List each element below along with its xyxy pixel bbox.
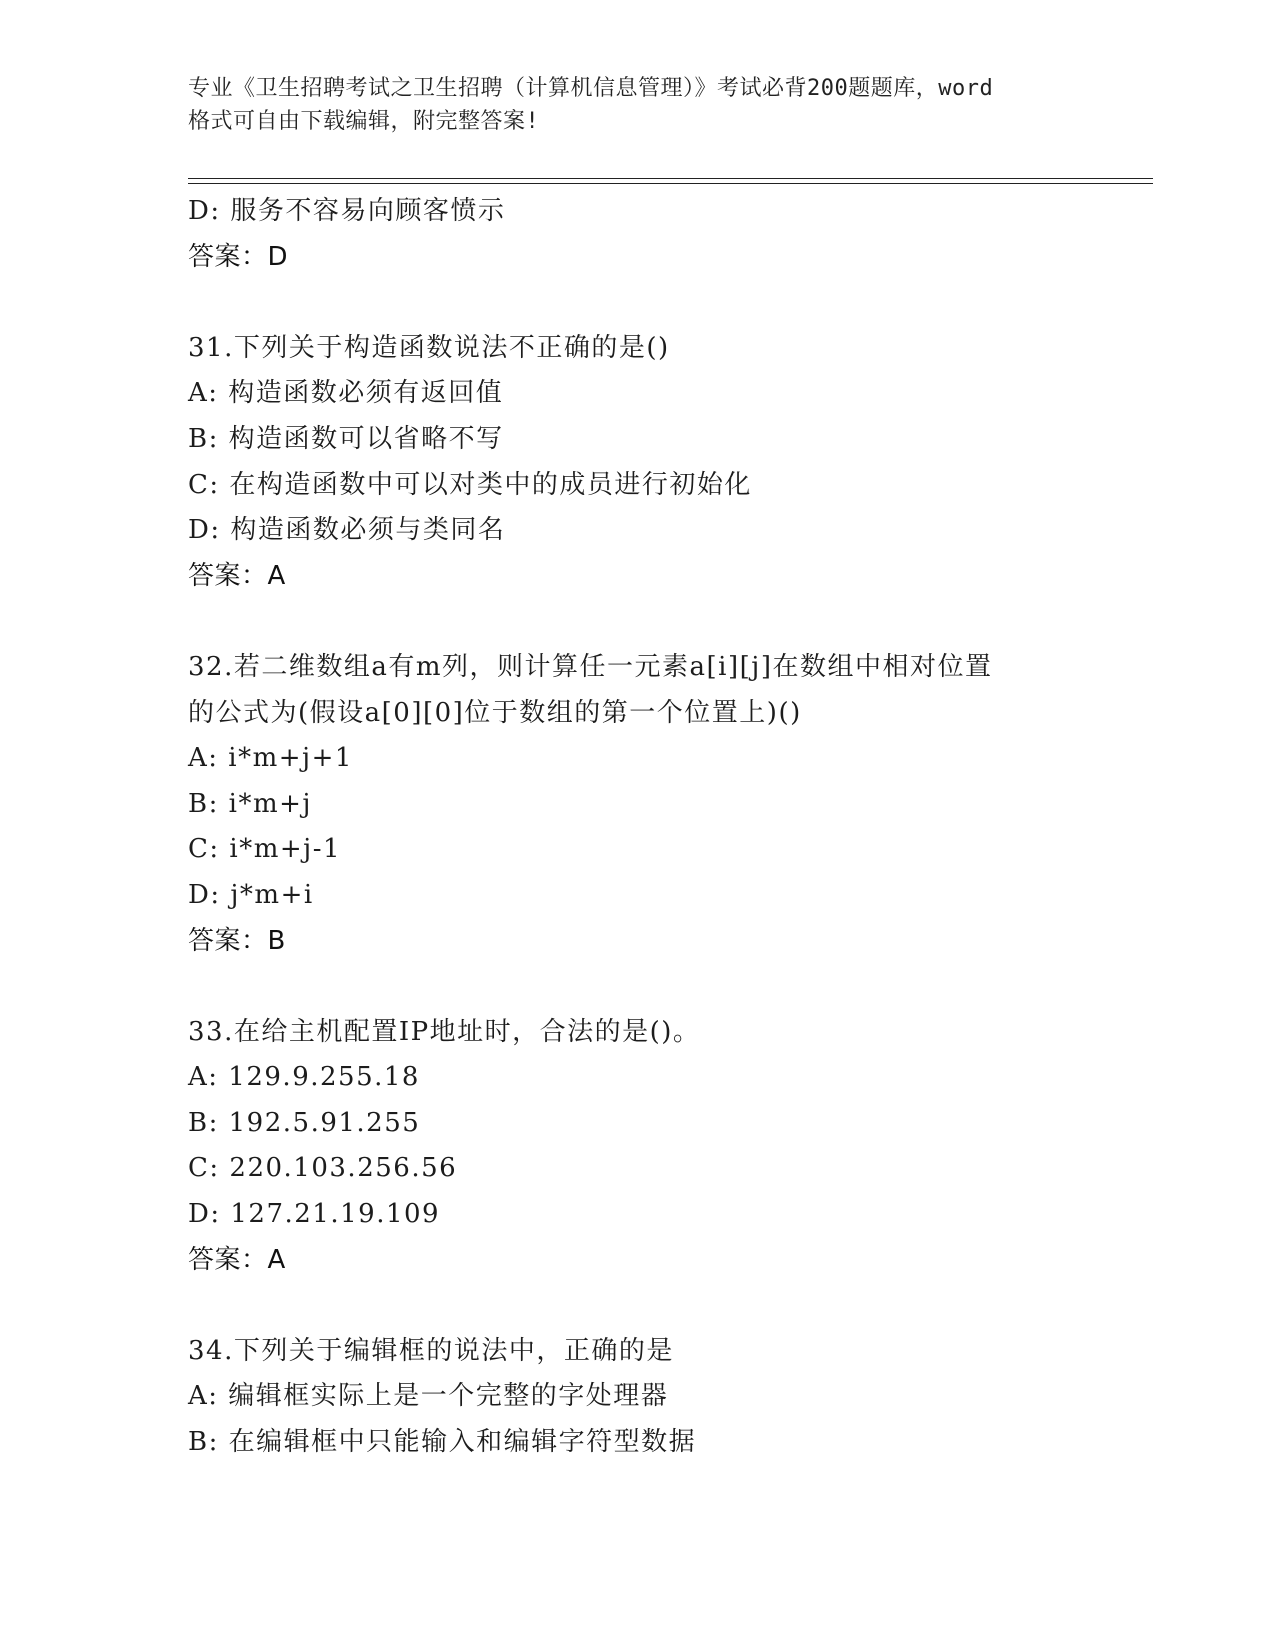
option-d: D: j*m+i (188, 879, 314, 910)
option-b: B: i*m+j (188, 788, 312, 819)
spacer (188, 964, 1148, 1010)
option-b: B: 192.5.91.255 (188, 1107, 421, 1138)
option-c: C: 220.103.256.56 (188, 1153, 458, 1184)
question-34 (188, 1329, 1148, 1466)
question-stem: 31.下列关于构造函数说法不正确的是() (188, 332, 670, 363)
option-a: A: 129.9.255.18 (188, 1062, 420, 1093)
question-33 (188, 1010, 1148, 1284)
option-a: A: 编辑框实际上是一个完整的字处理器 (188, 1381, 669, 1412)
prev-option-d: D: 服务不容易向顾客愤示 (188, 196, 506, 226)
header-line-1: 专业《卫生招聘考试之卫生招聘（计算机信息管理）》考试必背200题题库，word (188, 76, 994, 101)
question-stem: 32.若二维数组a有m列，则计算任一元素a[i][j]在数组中相对位置 (188, 651, 993, 682)
answer: 答案：A (188, 560, 286, 591)
header-divider-top (188, 178, 1153, 179)
option-b: B: 在编辑框中只能输入和编辑字符型数据 (188, 1427, 697, 1458)
question-31 (188, 326, 1148, 600)
option-b: B: 构造函数可以省略不写 (188, 423, 504, 454)
header-line-2: 格式可自由下载编辑，附完整答案! (188, 109, 540, 134)
question-32 (188, 645, 1148, 964)
question-list (188, 189, 1148, 1466)
option-a: A: 构造函数必须有返回值 (188, 378, 504, 409)
option-a: A: i*m+j+1 (188, 743, 353, 774)
spacer (188, 280, 1148, 326)
answer: 答案：A (188, 1244, 286, 1275)
option-d: D: 127.21.19.109 (188, 1199, 441, 1230)
spacer (188, 599, 1148, 645)
answer: 答案：B (188, 925, 286, 956)
question-stem-continued: 的公式为(假设a[0][0]位于数组的第一个位置上)() (188, 697, 802, 728)
option-d: D: 构造函数必须与类同名 (188, 515, 506, 546)
page-header (188, 72, 1088, 138)
question-stem: 34.下列关于编辑框的说法中，正确的是 (188, 1335, 674, 1366)
header-divider-bottom (188, 183, 1153, 184)
prev-answer: 答案：D (188, 241, 289, 272)
spacer (188, 1283, 1148, 1329)
question-stem: 33.在给主机配置IP地址时，合法的是()。 (188, 1016, 701, 1047)
option-c: C: 在构造函数中可以对类中的成员进行初始化 (188, 469, 752, 500)
option-c: C: i*m+j-1 (188, 834, 342, 865)
